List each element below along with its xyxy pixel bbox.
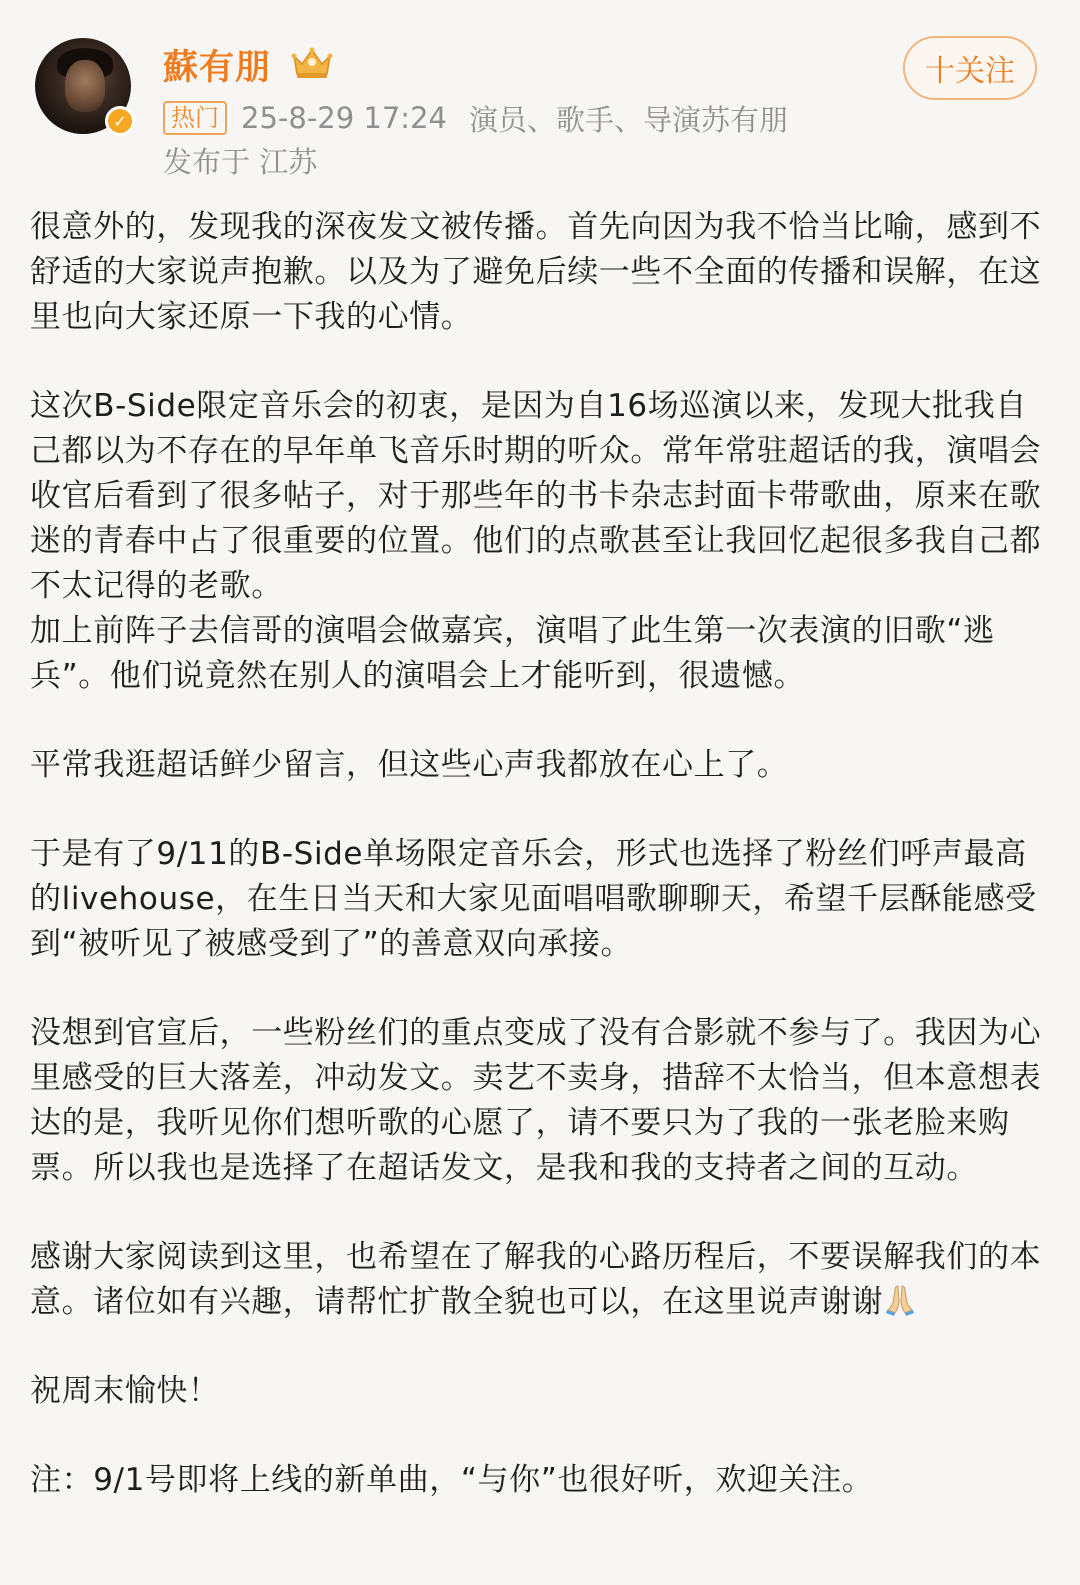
crown-icon	[290, 44, 334, 80]
user-identity: 演员、歌手、导演苏有朋	[468, 102, 788, 137]
praying-hands-icon	[883, 1282, 917, 1316]
username[interactable]: 蘇有朋	[163, 48, 272, 88]
paragraph: 注：9/1号即将上线的新单曲，“与你”也很好听，欢迎关注。	[30, 1462, 874, 1498]
follow-button[interactable]: 十关注	[903, 36, 1037, 100]
paragraph: 加上前阵子去信哥的演唱会做嘉宾，演唱了此生第一次表演的旧歌“逃兵”。他们说竟然在别人的演唱会上才能听到，很遗憾。	[30, 613, 995, 694]
hot-badge: 热门	[163, 101, 227, 135]
paragraph-text: 感谢大家阅读到这里，也希望在了解我的心路历程后，不要误解我们的本意。诸位如有兴趣，请帮忙扩散全貌也可以，在这里说声谢谢	[30, 1239, 1042, 1320]
paragraph: 于是有了9/11的B-Side单场限定音乐会，形式也选择了粉丝们呼声最高的livehouse，在生日当天和大家见面唱唱歌聊聊天，希望千层酥能感受到“被听见了被感受到了”的善意双向承接。	[30, 836, 1037, 962]
paragraph: 平常我逛超话鲜少留言，但这些心声我都放在心上了。	[30, 747, 789, 783]
paragraph: 没想到官宣后，一些粉丝们的重点变成了没有合影就不参与了。我因为心里感受的巨大落差，冲动发文。卖艺不卖身，措辞不太恰当，但本意想表达的是，我听见你们想听歌的心愿了，请不要只为了我的一张老脸来购票。所以我也是选择了在超话发文，是我和我的支持者之间的互动。	[30, 1015, 1042, 1186]
paragraph: 祝周末愉快！	[30, 1373, 220, 1409]
post-timestamp: 25-8-29 17:24	[241, 101, 447, 135]
verified-badge-icon: ✓	[105, 106, 135, 136]
post-location: 发布于 江苏	[163, 145, 318, 179]
paragraph: 这次B-Side限定音乐会的初衷，是因为自16场巡演以来，发现大批我自己都以为不存在的早年单飞音乐时期的听众。常年常驻超话的我，演唱会收官后看到了很多帖子，对于那些年的书卡杂志封面卡带歌曲，原来在歌迷的青春中占了很重要的位置。他们的点歌甚至让我回忆起很多我自己都不太记得的老歌。	[30, 388, 1042, 604]
post-meta	[163, 98, 788, 138]
post-content	[30, 205, 1045, 1503]
paragraph: 很意外的，发现我的深夜发文被传播。首先向因为我不恰当比喻，感到不舒适的大家说声抱歉。以及为了避免后续一些不全面的传播和误解，在这里也向大家还原一下我的心情。	[30, 209, 1042, 335]
paragraph	[30, 1235, 1045, 1325]
avatar[interactable]	[35, 38, 131, 134]
